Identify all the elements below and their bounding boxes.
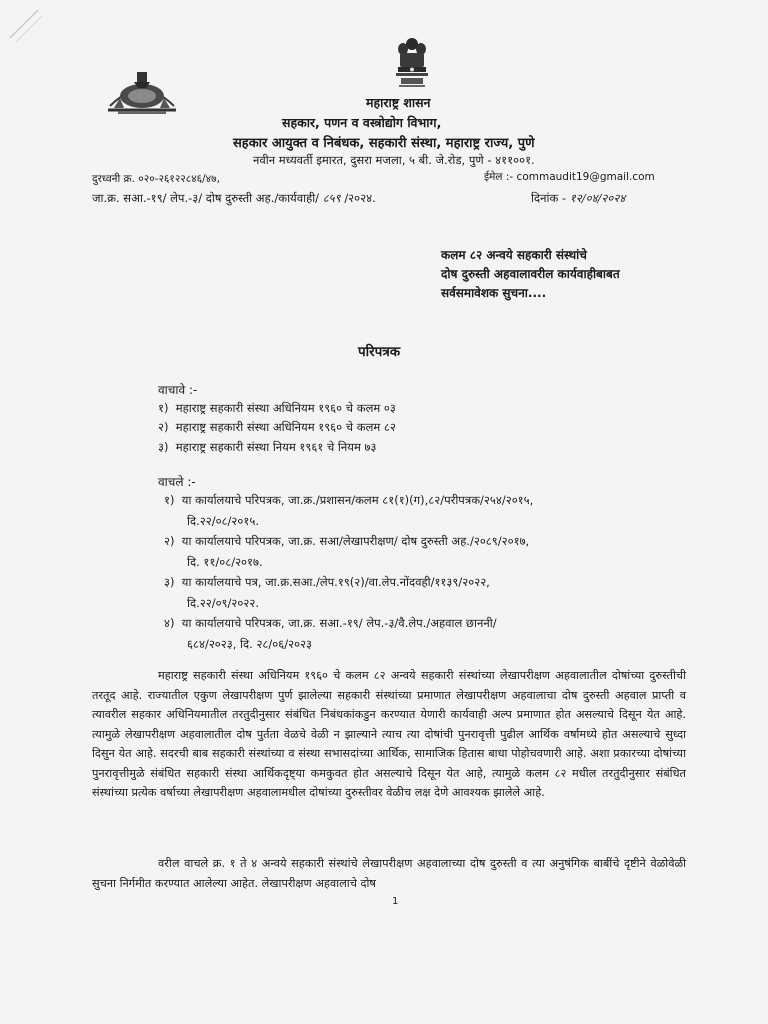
reference-number-year: /२०२४. bbox=[344, 191, 376, 205]
read-item-text: महाराष्ट्र सहकारी संस्था नियम १९६१ चे नियम ७३ bbox=[175, 440, 377, 454]
read-item bbox=[158, 440, 376, 455]
reference-item-number: ३) bbox=[164, 575, 175, 589]
body-paragraph: वरील वाचले क्र. १ ते ४ अन्वये सहकारी संस्थांचे लेखापरीक्षण अहवालाच्या दोष दुरुस्ती व त्या अनुषंगिक बाबींचे दृष्टीने वेळोवेळी सुचना निर्गमीत करण्यात आलेल्या आहेत. लेखापरीक्षण अहवालाचे दोष bbox=[92, 857, 686, 890]
read-item-number: २) bbox=[158, 420, 169, 434]
reference-item-number: ४) bbox=[164, 616, 175, 630]
subject-line: कलम ८२ अन्वये सहकारी संस्थांचे bbox=[441, 248, 587, 262]
reference-number-prefix: जा.क्र. सआ.-१९/ लेप.-३/ दोष दुरुस्ती अह./कार्यवाही/ bbox=[92, 191, 320, 205]
subject-block bbox=[441, 246, 620, 303]
subject-line: सर्वसमावेशक सुचना.... bbox=[441, 286, 547, 300]
reference-number bbox=[92, 191, 376, 206]
reference-item-number: २) bbox=[164, 534, 175, 548]
read-item-text: महाराष्ट्र सहकारी संस्था अधिनियम १९६० चे कलम ०३ bbox=[175, 401, 396, 415]
reference-item-date: दि. ११/०८/२०१७. bbox=[187, 555, 263, 569]
read-item bbox=[158, 401, 396, 416]
subject-line: दोष दुरुस्ती अहवालावरील कार्यवाहीबाबत bbox=[441, 267, 620, 281]
reference-item-line: या कार्यालयाचे परिपत्रक, जा.क्र./प्रशासन/कलम ८१(१)(ग),८२/परीपत्रक/२५४/२०१५, bbox=[181, 493, 534, 507]
cooperative-department-emblem-icon bbox=[104, 68, 180, 116]
header-address: नवीन मध्यवर्ती इमारत, दुसरा मजला, ५ बी. जे.रोड, पुणे - ४११००१. bbox=[253, 153, 535, 167]
reference-item-line: या कार्यालयाचे परिपत्रक, जा.क्र. सआ.-१९/ लेप.-३/वै.लेप./अहवाल छाननी/ bbox=[181, 616, 497, 630]
reference-item bbox=[164, 575, 490, 590]
header-email: ईमेल :- commaudit19@gmail.com bbox=[484, 171, 655, 183]
circular-title: परिपत्रक bbox=[358, 344, 401, 360]
header-department: सहकार, पणन व वस्त्रोद्योग विभाग, bbox=[282, 115, 442, 130]
reference-item-number: १) bbox=[164, 493, 175, 507]
header-office: सहकार आयुक्त व निबंधक, सहकारी संस्था, महाराष्ट्र राज्य, पुणे bbox=[233, 136, 535, 151]
reference-item-line: या कार्यालयाचे पत्र, जा.क्र.सआ./लेप.१९(२)/वा.लेप.नोंदवही/११३९/२०२२, bbox=[181, 575, 490, 589]
scan-corner-mark-icon bbox=[8, 8, 48, 48]
read-item-number: ३) bbox=[158, 440, 169, 454]
header-phone: दुरध्वनी क्र. ०२०-२६१२२८४६/४७, bbox=[92, 173, 220, 185]
read-section-label: वाचावे :- bbox=[158, 383, 198, 397]
header-government: महाराष्ट्र शासन bbox=[366, 95, 431, 110]
reference-item bbox=[164, 534, 529, 549]
date-label: दिनांक - bbox=[531, 191, 567, 205]
reference-item-line: या कार्यालयाचे परिपत्रक, जा.क्र. सआ/लेखापरीक्षण/ दोष दुरुस्ती अह./२०८९/२०१७, bbox=[181, 534, 530, 548]
read-item bbox=[158, 420, 396, 435]
letter-date bbox=[531, 191, 625, 206]
date-handwritten: १२/०४/२०२४ bbox=[569, 191, 626, 205]
state-emblem-icon bbox=[393, 36, 431, 90]
reference-item bbox=[164, 493, 533, 508]
reference-number-handwritten: ८५९ bbox=[322, 191, 341, 205]
body-paragraph: महाराष्ट्र सहकारी संस्था अधिनियम १९६० चे कलम ८२ अन्वये सहकारी संस्थांच्या लेखापरीक्षण अहवालातील दोषांच्या दुरुस्तीची तरतूद आहे. राज्यातील एकुण लेखापरीक्षण पुर्ण झालेल्या सहकारी संस्थांच्या प्रमाणात लेखापरीक्षण अहवालाचा दोष दुरुस्ती अहवाल प्राप्ती व त्यावरील सहकार अधिनियमातील तरतुदीनुसार संबंधित निबंधकांकडुन करण्यात येणारी कार्यवाही अल्प प्रमाणात होत असल्याचे दिसून येत आहे. त्यामुळे लेखापरीक्षण अहवालातील दोष पुर्तता वेळचे वेळी न झाल्याने त्याच त्या दोषांची पुनरावृत्ती पुढील आर्थिक वर्षामध्ये होत असल्याचे सुध्दा दिसुन येत आहे. सदरची बाब सहकारी संस्थांच्या व संस्था सभासदांच्या आर्थिक, सामाजिक हितास बाधा पोहोचवणारी आहे. अशा प्रकारच्या दोषांच्या पुनरावृत्तीमुळे संबंधित सहकारी संस्था आर्थिकदृष्ट्या कमकुवत होत असल्याचे दिसून येत आहे, त्यामुळे कलम ८२ मधील तरतुदीनुसार संबंधित संस्थांच्या प्रत्येक वर्षाच्या लेखापरीक्षण अहवालामधील दोषांच्या दुरुस्तीवर वेळीच लक्ष देणे आवश्यक झालेले आहे. bbox=[92, 669, 686, 799]
read-item-text: महाराष्ट्र सहकारी संस्था अधिनियम १९६० चे कलम ८२ bbox=[175, 420, 396, 434]
reference-item bbox=[164, 616, 497, 631]
page-number: 1 bbox=[392, 896, 399, 907]
read-done-section-label: वाचले :- bbox=[158, 475, 196, 489]
read-item-number: १) bbox=[158, 401, 169, 415]
reference-item-date: ६८४/२०२३, दि. २८/०६/२०२३ bbox=[187, 637, 313, 651]
reference-item-date: दि.२२/०८/२०१५. bbox=[187, 514, 259, 528]
reference-item-date: दि.२२/०९/२०२२. bbox=[187, 596, 259, 610]
